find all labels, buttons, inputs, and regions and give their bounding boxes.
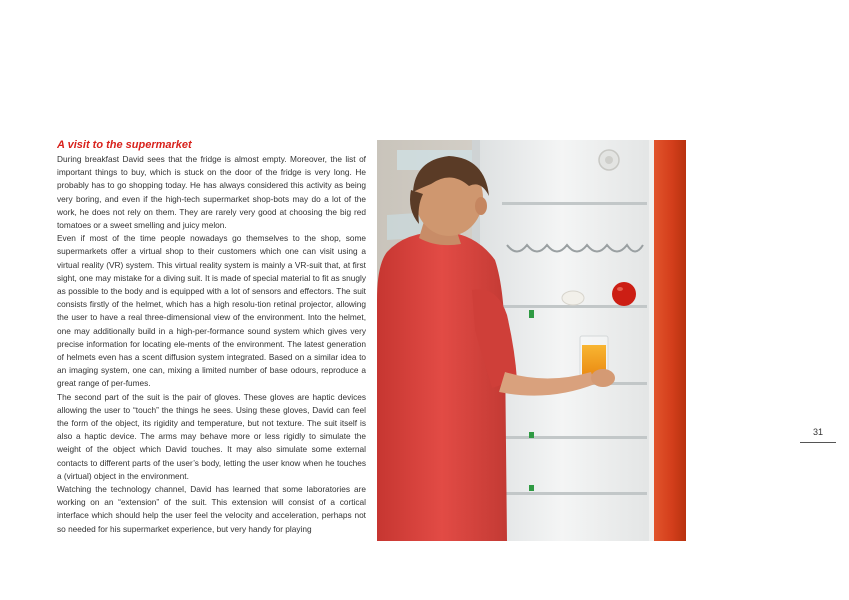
article-paragraph-4: Watching the technology channel, David has learned that some laboratories are working on an “extension” of the suit. This extension will consist of a cortical interface which should help the user feel the velocity and acceleration, perhaps not so needed for his supermarket experience, but very handy for playing <box>57 484 366 534</box>
page-number: 31 <box>812 427 823 437</box>
door-gasket <box>649 140 654 541</box>
fridge-door <box>649 140 686 541</box>
article-title: A visit to the supermarket <box>57 139 192 151</box>
article-paragraph-2: Even if most of the time people nowadays go themselves to the shop, some supermarkets offer a virtual shop to their customers which one can visit using a virtual reality (VR) system. This virtual reality system is mainly a VR-suit that, at first sight, one may mistake for a diving suit. It is made of special material to fit as snugly as possible to the body and is equipped with a lot of sensors and effectors. The suit consists firstly of the helmet, which has a high resolu-tion retinal projector, allowing the user to have a real three-dimensional view of the environment. Into the helmet, one may additionally build in a high-per-formance sound system which gives very precise information for locating ele-ments of the environment. The latest generation of helmets even has a scent diffusion system integrated. Based on a similar idea to an imaging system, one can, mixing a limited number of base odours, reproduce a great range of per-fumes. <box>57 233 366 389</box>
fridge-photo <box>377 140 686 541</box>
article-paragraph-1: During breakfast David sees that the fridge is almost empty. Moreover, the list of important things to buy, which is stuck on the door of the fridge is very long. He probably has to go shopping today. He has always considered this activity as being very boring, and even if the high-tech supermarket shop-bots may do a lot of the work, he does not rely on them. They are rarely very good at choosing the big red tomatoes or a sweet smelling and juicy melon. <box>57 154 366 231</box>
article-body <box>57 153 366 536</box>
page-number-rule <box>800 442 836 443</box>
bowl <box>562 291 584 305</box>
article <box>57 138 366 546</box>
article-paragraph-3: The second part of the suit is the pair of gloves. These gloves are haptic devices allowing the user to “touch” the things he sees. Using these gloves, David can feel the form of the object, its rigidity and temperature, but not texture. The suit itself is also a haptic device. The arms may behave more or less rigidly to simulate the weight of the object which David touches. It may also simulate some external contacts to different parts of the user’s body, letting the user know when he touches a (virtual) object in the environment. <box>57 391 366 481</box>
fridge-photo-illustration <box>377 140 686 541</box>
apple <box>612 282 636 306</box>
